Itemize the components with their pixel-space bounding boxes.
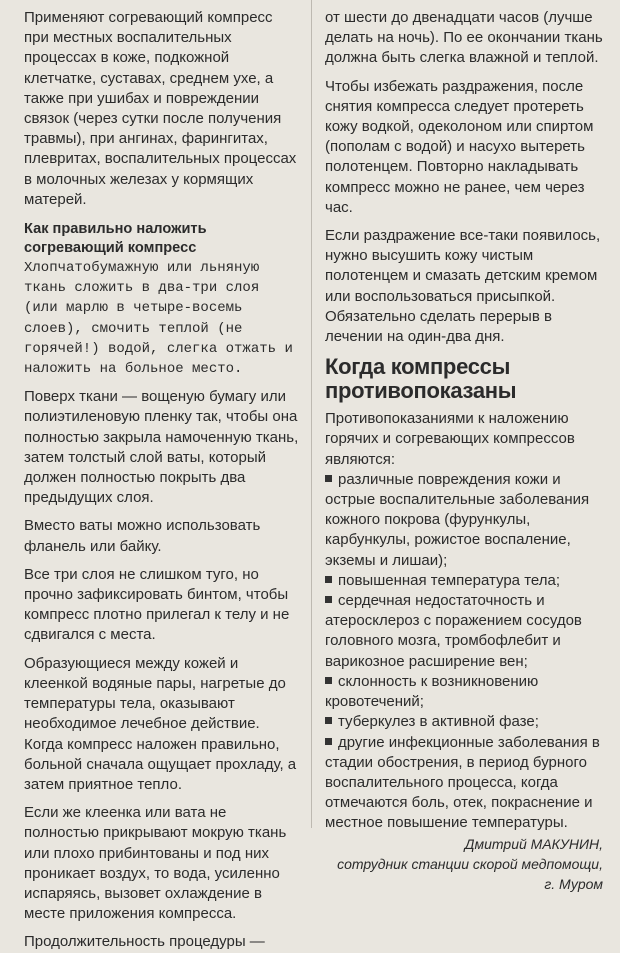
paragraph-warning: Если же клеенка или вата не полностью прикрывают мокрую ткань или плохо прибинтованы и под них проникает воздух, то вода, усиленно испаряясь, вызовет охлаждение в месте приложения компресса. [24, 804, 287, 923]
square-bullet-icon [325, 717, 332, 724]
subheading-how-to-apply: Как правильно наложить согревающий компресс [24, 221, 207, 257]
right-column [325, 8, 603, 894]
author-name: Дмитрий МАКУНИН, [464, 835, 603, 852]
list-item: другие инфекционные заболевания в стадии обострения, в период бурного воспалительного процесса, когда отмечаются боль, отек, покраснение и местное повышение температуры. [325, 733, 600, 832]
list-item: склонность к возникновению кровотечений; [325, 672, 539, 711]
left-column [24, 8, 300, 953]
paragraph-duration-cont: от шести до двенадцати часов (лучше делать на ночь). По ее окончании ткань должна быть слегка влажной и теплой. [325, 9, 603, 67]
author-city: г. Муром [544, 875, 603, 892]
square-bullet-icon [325, 677, 332, 684]
paragraph-step-wax-paper: Поверх ткани — вощеную бумагу или полиэтиленовую пленку так, чтобы она полностью закрыла намоченную ткань, затем толстый слой ваты, который должен полностью покрыть два предыдущих слоя. [24, 388, 299, 507]
square-bullet-icon [325, 475, 332, 482]
list-item: повышенная температура тела; [325, 571, 603, 591]
list-item: сердечная недостаточность и атеросклероз с поражением сосудов головного мозга, тромбофлебит и варикозное расширение вен; [325, 592, 582, 670]
contraindications-list [325, 470, 603, 834]
paragraph-effect: Образующиеся между кожей и клеенкой водяные пары, нагретые до температуры тела, оказывают необходимое лечебное действие. Когда компресс наложен правильно, больной сначала ощущает прохладу, а затем приятное тепло. [24, 654, 297, 793]
heading-contraindications: Когда компрессы противопоказаны [325, 354, 517, 404]
list-item: туберкулез в активной фазе; [325, 712, 603, 732]
column-divider [311, 0, 312, 828]
square-bullet-icon [325, 576, 332, 583]
paragraph-step-bandage: Все три слоя не слишком туго, но прочно зафиксировать бинтом, чтобы компресс плотно прилегал к телу и не сдвигался с места. [24, 565, 290, 644]
paragraph-irritation: Если раздражение все-таки появилось, нужно высушить кожу чистым полотенцем и смазать детским кремом или воспользоваться присыпкой. Обязательно сделать перерыв в лечении на один-два дня. [325, 227, 601, 346]
author-position: сотрудник станции скорой медпомощи, [337, 855, 603, 872]
paragraph-indications: Применяют согревающий компресс при местных воспалительных процессах в коже, подкожной клетчатке, суставах, среднем ухе, а также при ушибах и повреждении связок (через сутки после получения травмы), при ангинах, фарингитах, плевритах, воспалительных процессах в молочных железах у кормящих матерей. [24, 9, 297, 208]
paragraph-after-removal: Чтобы избежать раздражения, после снятия компресса следует протереть кожу водкой, одеколоном или спиртом (пополам с водой) и насухо вытереть полотенцем. Повторно накладывать компресс можно не ранее, чем через час. [325, 77, 594, 216]
list-item: различные повреждения кожи и острые воспалительные заболевания кожного покрова (фурункулы, карбункулы, рожистое воспаление, экземы и лишаи); [325, 470, 590, 569]
paragraph-step-fabric: Хлопчатобумажную или льняную ткань сложить в два-три слоя (или марлю в четыре-восемь слоев), смочить теплой (не горячей!) водой, слегка отжать и наложить на больное место. [24, 260, 293, 378]
square-bullet-icon [325, 596, 332, 603]
paragraph-step-flannel: Вместо ваты можно использовать фланель или байку. [24, 517, 261, 555]
paragraph-duration: Продолжительность процедуры — [24, 933, 265, 951]
paragraph-contra-intro: Противопоказаниями к наложению горячих и согревающих компрессов являются: [325, 410, 575, 468]
square-bullet-icon [325, 738, 332, 745]
